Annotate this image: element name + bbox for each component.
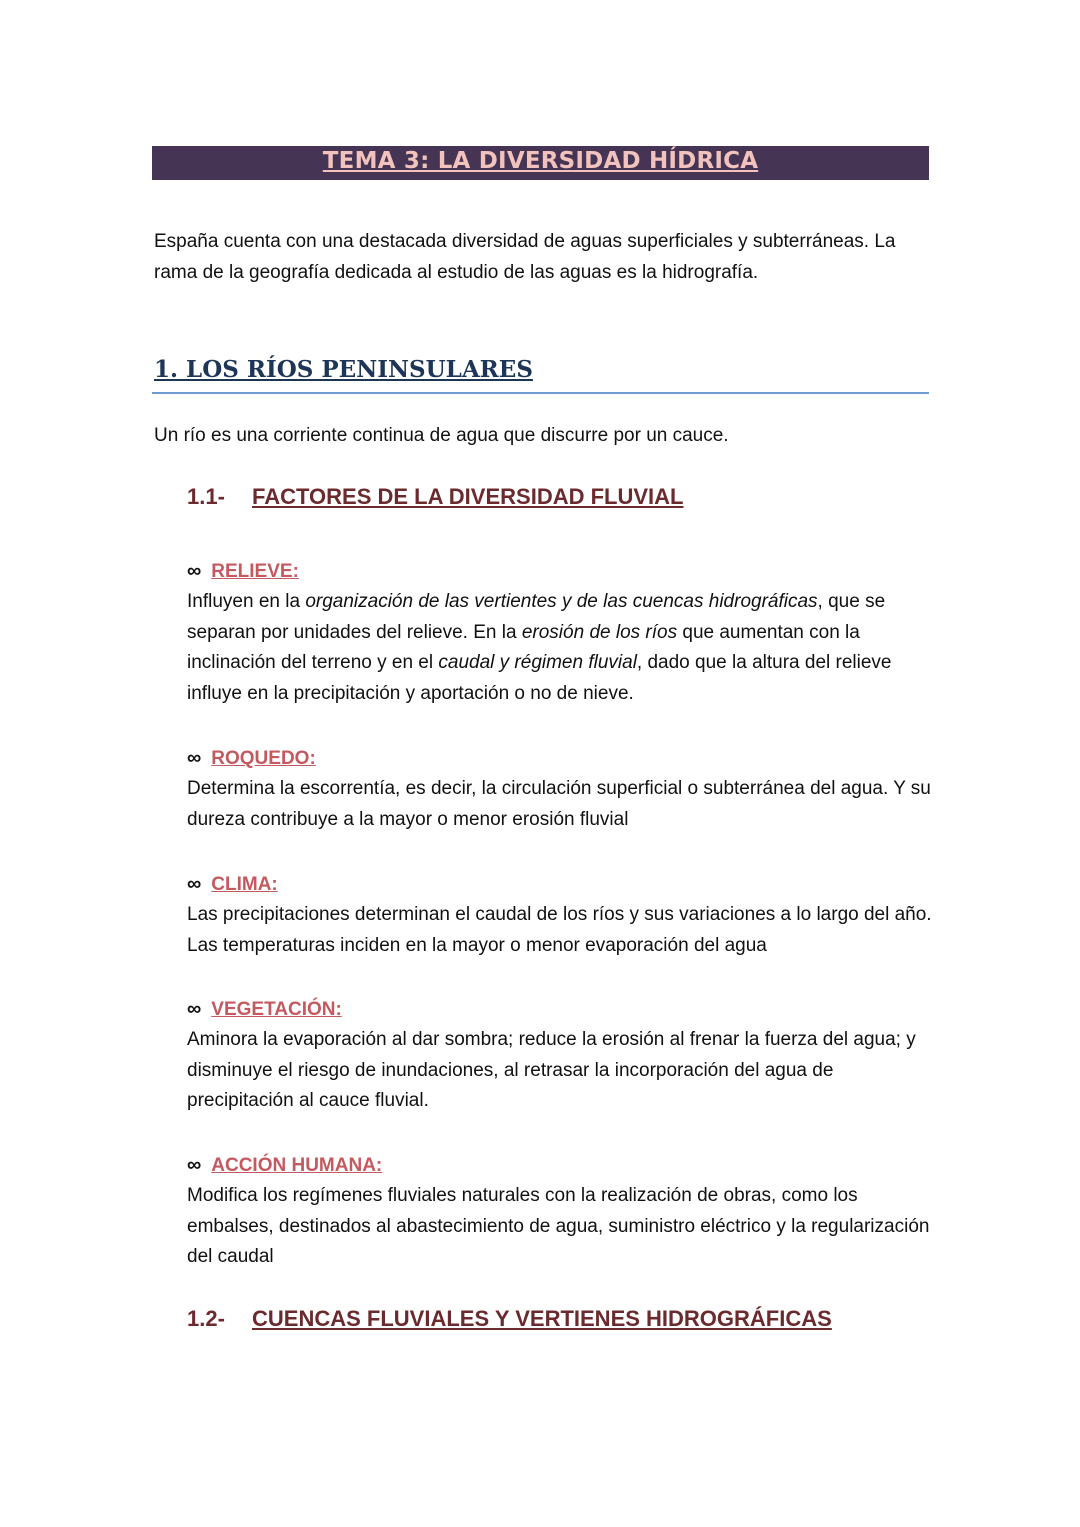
infinity-bullet-icon: ∞ — [187, 998, 202, 1020]
factor-clima-heading — [187, 873, 278, 896]
factor-relieve-heading — [187, 560, 299, 583]
subsection-1-1-label: FACTORES DE LA DIVERSIDAD FLUVIAL — [252, 484, 684, 509]
factor-relieve-text: Influyen en la organización de las vertientes y de las cuencas hidrográficas, que se separan por unidades del relieve. En la erosión de los ríos que aumentan con la inclinación del terreno y en el caudal y régimen fluvial, dado que la altura del relieve influye en la precipitación y aportación o no de nieve. — [187, 591, 892, 704]
infinity-bullet-icon: ∞ — [187, 1154, 202, 1176]
factor-roquedo-heading — [187, 747, 316, 770]
factor-accion-humana-text: Modifica los regímenes fluviales naturales con la realización de obras, como los embalses, destinados al abastecimiento de agua, suministro eléctrico y la regularización del caudal — [187, 1185, 930, 1267]
factor-roquedo-label: ROQUEDO: — [211, 748, 316, 769]
infinity-bullet-icon: ∞ — [187, 873, 202, 895]
document-title: TEMA 3: LA DIVERSIDAD HÍDRICA — [322, 148, 759, 174]
subsection-1-2-label: CUENCAS FLUVIALES Y VERTIENES HIDROGRÁFICAS — [252, 1306, 832, 1331]
infinity-bullet-icon: ∞ — [187, 747, 202, 769]
title-banner — [152, 146, 929, 180]
factor-accion-humana-heading — [187, 1154, 382, 1177]
intro-paragraph: España cuenta con una destacada diversidad de aguas superficiales y subterráneas. La rama de la geografía dedicada al estudio de las aguas es la hidrografía. — [154, 231, 896, 283]
factor-relieve-label: RELIEVE: — [211, 561, 299, 582]
factor-roquedo-text: Determina la escorrentía, es decir, la circulación superficial o subterránea del agua. Y su dureza contribuye a la mayor o menor erosión fluvial — [187, 778, 931, 830]
section-1-heading: 1. LOS RÍOS PENINSULARES — [154, 356, 533, 383]
factor-clima-label: CLIMA: — [211, 874, 278, 895]
factor-vegetacion-heading — [187, 998, 342, 1021]
factor-clima-text: Las precipitaciones determinan el caudal de los ríos y sus variaciones a lo largo del año. Las temperaturas inciden en la mayor o menor evaporación del agua — [187, 904, 932, 956]
factor-vegetacion-label: VEGETACIÓN: — [211, 999, 342, 1020]
factor-accion-humana-label: ACCIÓN HUMANA: — [211, 1155, 383, 1176]
subsection-1-1-heading — [187, 484, 683, 510]
subsection-1-2-number: 1.2- — [187, 1306, 225, 1331]
river-definition: Un río es una corriente continua de agua que discurre por un cauce. — [154, 425, 729, 446]
infinity-bullet-icon: ∞ — [187, 560, 202, 582]
section-1-heading-block — [152, 356, 929, 394]
subsection-1-1-number: 1.1- — [187, 484, 225, 509]
factor-vegetacion-text: Aminora la evaporación al dar sombra; reduce la erosión al frenar la fuerza del agua; y disminuye el riesgo de inundaciones, al retrasar la incorporación del agua de precipitación al cauce fluvial. — [187, 1029, 916, 1111]
subsection-1-2-heading — [187, 1306, 832, 1332]
